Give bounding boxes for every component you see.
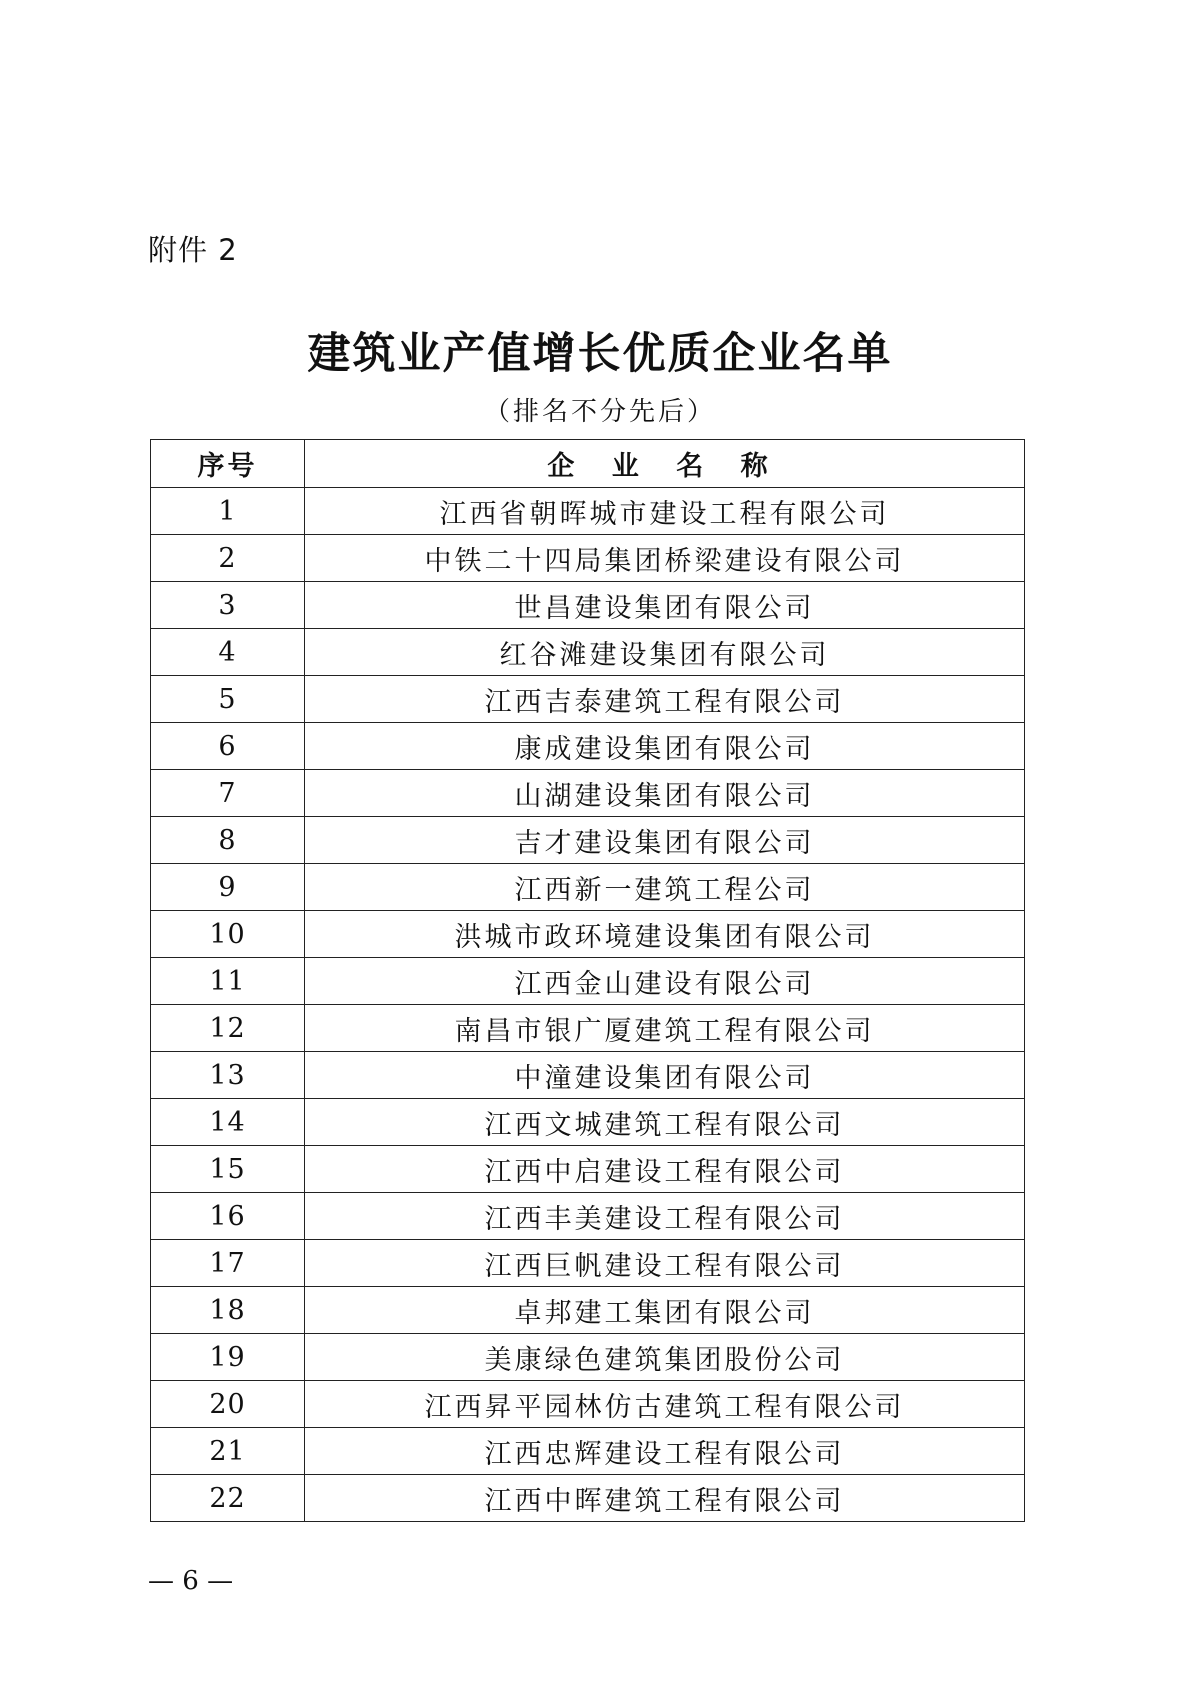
row-enterprise-name: 江西巨帆建设工程有限公司 [305, 1240, 1025, 1287]
row-enterprise-name: 江西吉泰建筑工程有限公司 [305, 676, 1025, 723]
row-enterprise-name: 卓邦建工集团有限公司 [305, 1287, 1025, 1334]
table-row [151, 1240, 1025, 1287]
row-index: 11 [151, 958, 305, 1005]
table-row [151, 1146, 1025, 1193]
attachment-label: 附件 2 [148, 233, 238, 267]
table-row [151, 1287, 1025, 1334]
row-enterprise-name: 中铁二十四局集团桥梁建设有限公司 [305, 535, 1025, 582]
row-enterprise-name: 江西金山建设有限公司 [305, 958, 1025, 1005]
row-enterprise-name: 世昌建设集团有限公司 [305, 582, 1025, 629]
row-index: 18 [151, 1287, 305, 1334]
row-enterprise-name: 江西新一建筑工程公司 [305, 864, 1025, 911]
header-index: 序号 [151, 440, 305, 488]
row-enterprise-name: 江西中晖建筑工程有限公司 [305, 1475, 1025, 1522]
table-row [151, 1052, 1025, 1099]
row-enterprise-name: 江西昇平园林仿古建筑工程有限公司 [305, 1381, 1025, 1428]
table-row [151, 1005, 1025, 1052]
row-index: 10 [151, 911, 305, 958]
row-index: 7 [151, 770, 305, 817]
row-index: 14 [151, 1099, 305, 1146]
row-index: 2 [151, 535, 305, 582]
row-index: 21 [151, 1428, 305, 1475]
row-index: 19 [151, 1334, 305, 1381]
row-index: 9 [151, 864, 305, 911]
table-row [151, 676, 1025, 723]
table-row [151, 488, 1025, 535]
table-row [151, 723, 1025, 770]
table-row [151, 1381, 1025, 1428]
table-row [151, 958, 1025, 1005]
row-index: 20 [151, 1381, 305, 1428]
table-row [151, 582, 1025, 629]
row-enterprise-name: 山湖建设集团有限公司 [305, 770, 1025, 817]
row-enterprise-name: 江西省朝晖城市建设工程有限公司 [305, 488, 1025, 535]
row-enterprise-name: 吉才建设集团有限公司 [305, 817, 1025, 864]
row-index: 16 [151, 1193, 305, 1240]
table-row [151, 864, 1025, 911]
document-subtitle: （排名不分先后） [483, 397, 716, 427]
row-index: 3 [151, 582, 305, 629]
row-enterprise-name: 红谷滩建设集团有限公司 [305, 629, 1025, 676]
table-row [151, 911, 1025, 958]
header-enterprise-name: 企 业 名 称 [305, 440, 1025, 488]
table-row [151, 1428, 1025, 1475]
table-row [151, 1099, 1025, 1146]
row-enterprise-name: 南昌市银广厦建筑工程有限公司 [305, 1005, 1025, 1052]
row-enterprise-name: 江西文城建筑工程有限公司 [305, 1099, 1025, 1146]
row-enterprise-name: 中潼建设集团有限公司 [305, 1052, 1025, 1099]
row-enterprise-name: 洪城市政环境建设集团有限公司 [305, 911, 1025, 958]
row-index: 1 [151, 488, 305, 535]
row-index: 8 [151, 817, 305, 864]
table-row [151, 1334, 1025, 1381]
document-title: 建筑业产值增长优质企业名单 [307, 329, 893, 379]
row-index: 17 [151, 1240, 305, 1287]
row-index: 13 [151, 1052, 305, 1099]
table-row [151, 1193, 1025, 1240]
row-enterprise-name: 江西丰美建设工程有限公司 [305, 1193, 1025, 1240]
table-row [151, 1475, 1025, 1522]
row-index: 5 [151, 676, 305, 723]
row-enterprise-name: 康成建设集团有限公司 [305, 723, 1025, 770]
table-header-row [151, 440, 1025, 488]
table-row [151, 817, 1025, 864]
row-enterprise-name: 江西忠辉建设工程有限公司 [305, 1428, 1025, 1475]
table-row [151, 629, 1025, 676]
row-index: 15 [151, 1146, 305, 1193]
row-enterprise-name: 江西中启建设工程有限公司 [305, 1146, 1025, 1193]
row-index: 4 [151, 629, 305, 676]
table-row [151, 770, 1025, 817]
row-index: 22 [151, 1475, 305, 1522]
page-number: — 6 — [148, 1566, 234, 1596]
enterprise-table [150, 439, 1025, 1522]
row-index: 12 [151, 1005, 305, 1052]
row-enterprise-name: 美康绿色建筑集团股份公司 [305, 1334, 1025, 1381]
row-index: 6 [151, 723, 305, 770]
table-row [151, 535, 1025, 582]
